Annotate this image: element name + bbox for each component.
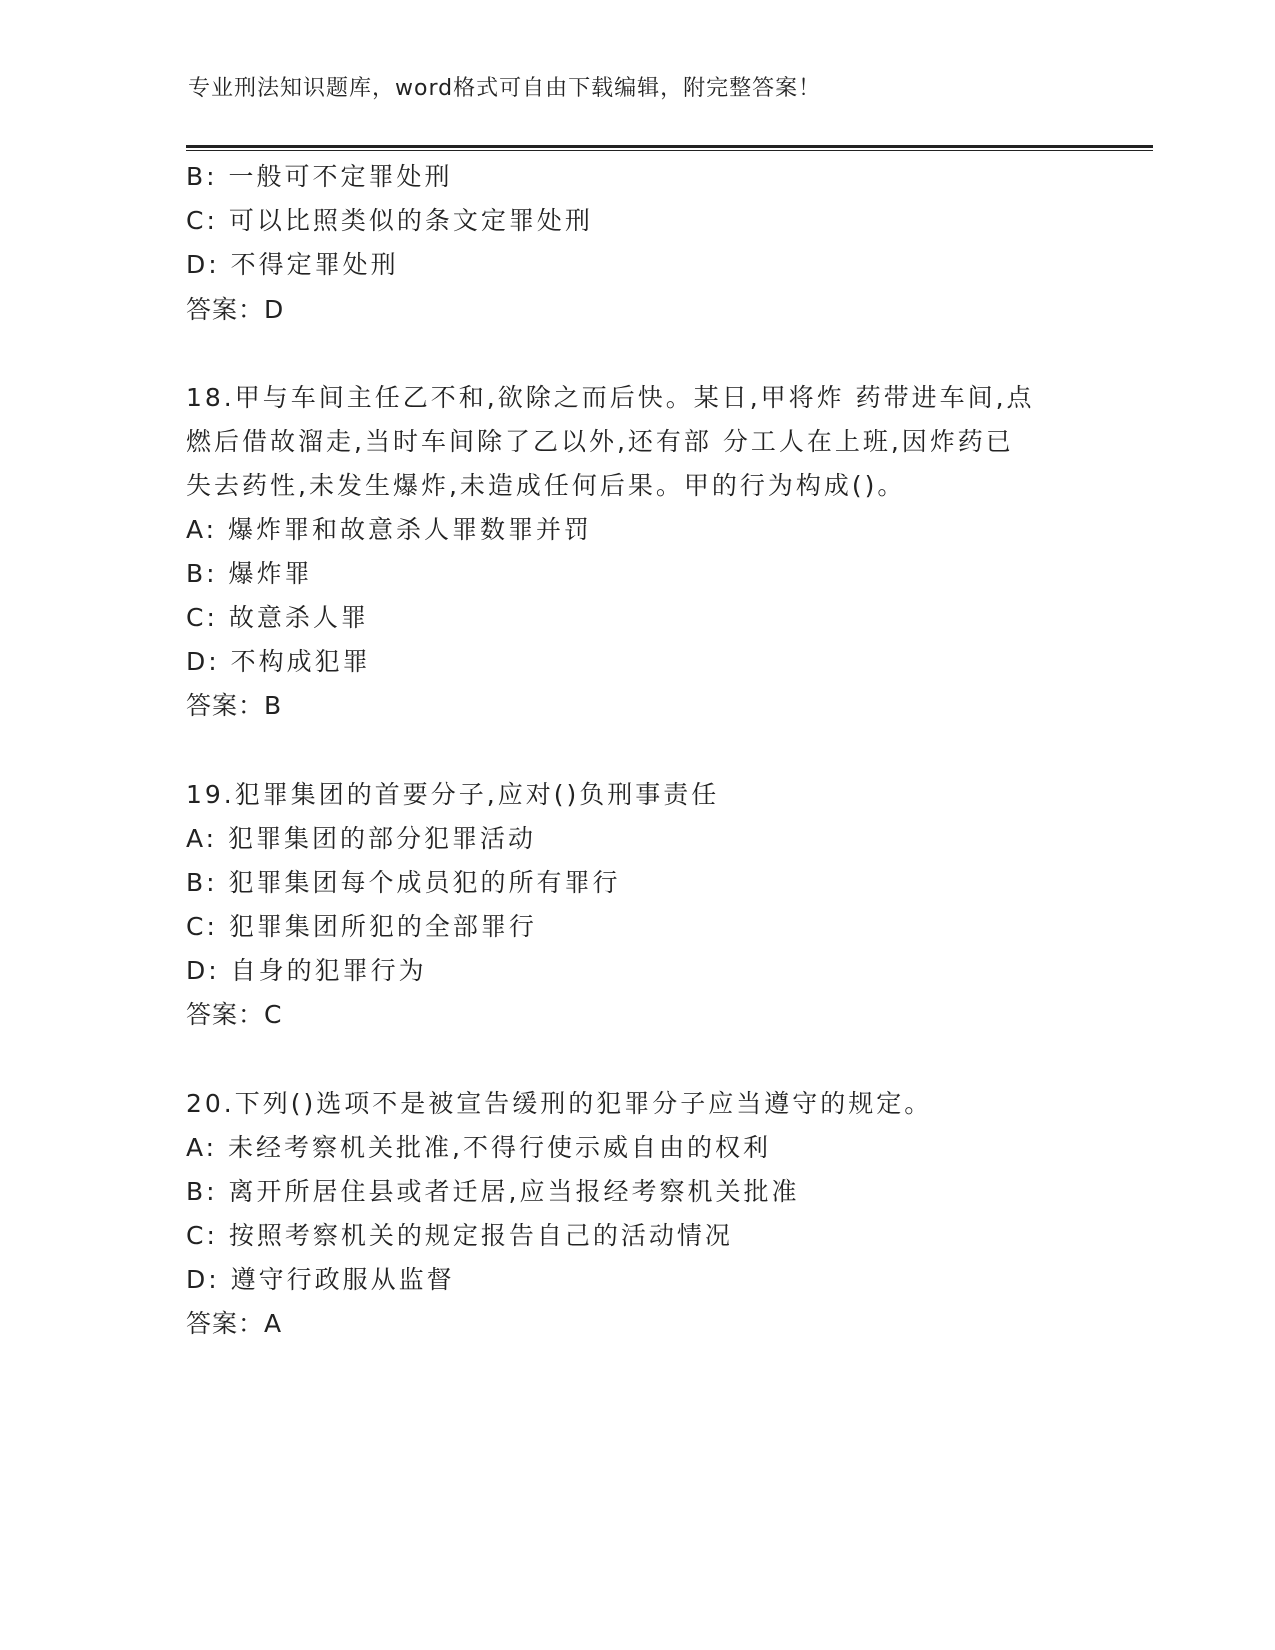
q20-option-c: C: 按照考察机关的规定报告自己的活动情况 <box>186 1221 733 1250</box>
q19-answer: 答案：C <box>186 1000 283 1029</box>
q20-option-a: A: 未经考察机关批准,不得行使示威自由的权利 <box>186 1133 771 1162</box>
q20-option-b: B: 离开所居住县或者迁居,应当报经考察机关批准 <box>186 1177 800 1206</box>
q20-answer: 答案：A <box>186 1309 283 1338</box>
q20-stem: 20.下列()选项不是被宣告缓刑的犯罪分子应当遵守的规定。 <box>186 1089 933 1118</box>
q18-answer: 答案：B <box>186 691 283 720</box>
prev-option-c: C: 可以比照类似的条文定罪处刑 <box>186 206 593 235</box>
q18-option-c: C: 故意杀人罪 <box>186 603 369 632</box>
q19-option-d: D: 自身的犯罪行为 <box>186 956 427 985</box>
q19-option-a: A: 犯罪集团的部分犯罪活动 <box>186 824 537 853</box>
prev-option-d: D: 不得定罪处刑 <box>186 250 399 279</box>
q18-option-b: B: 爆炸罪 <box>186 559 313 588</box>
q18-stem-line-3: 失去药性,未发生爆炸,未造成任何后果。甲的行为构成()。 <box>186 471 906 500</box>
prev-option-b: B: 一般可不定罪处刑 <box>186 162 453 191</box>
header-divider-thin <box>186 150 1153 151</box>
q19-option-c: C: 犯罪集团所犯的全部罪行 <box>186 912 537 941</box>
q18-option-a: A: 爆炸罪和故意杀人罪数罪并罚 <box>186 515 593 544</box>
prev-answer: 答案：D <box>186 295 285 324</box>
q20-option-d: D: 遵守行政服从监督 <box>186 1265 455 1294</box>
q18-stem-line-2: 燃后借故溜走,当时车间除了乙以外,还有部 分工人在上班,因炸药已 <box>186 427 1014 456</box>
header-divider-thick <box>186 145 1153 148</box>
page-header: 专业刑法知识题库，word格式可自由下载编辑，附完整答案！ <box>188 76 822 101</box>
q19-option-b: B: 犯罪集团每个成员犯的所有罪行 <box>186 868 621 897</box>
q18-option-d: D: 不构成犯罪 <box>186 647 371 676</box>
q19-stem: 19.犯罪集团的首要分子,应对()负刑事责任 <box>186 780 720 809</box>
q18-stem-line-1: 18.甲与车间主任乙不和,欲除之而后快。某日,甲将炸 药带进车间,点 <box>186 383 1035 412</box>
header-divider <box>186 145 1153 152</box>
